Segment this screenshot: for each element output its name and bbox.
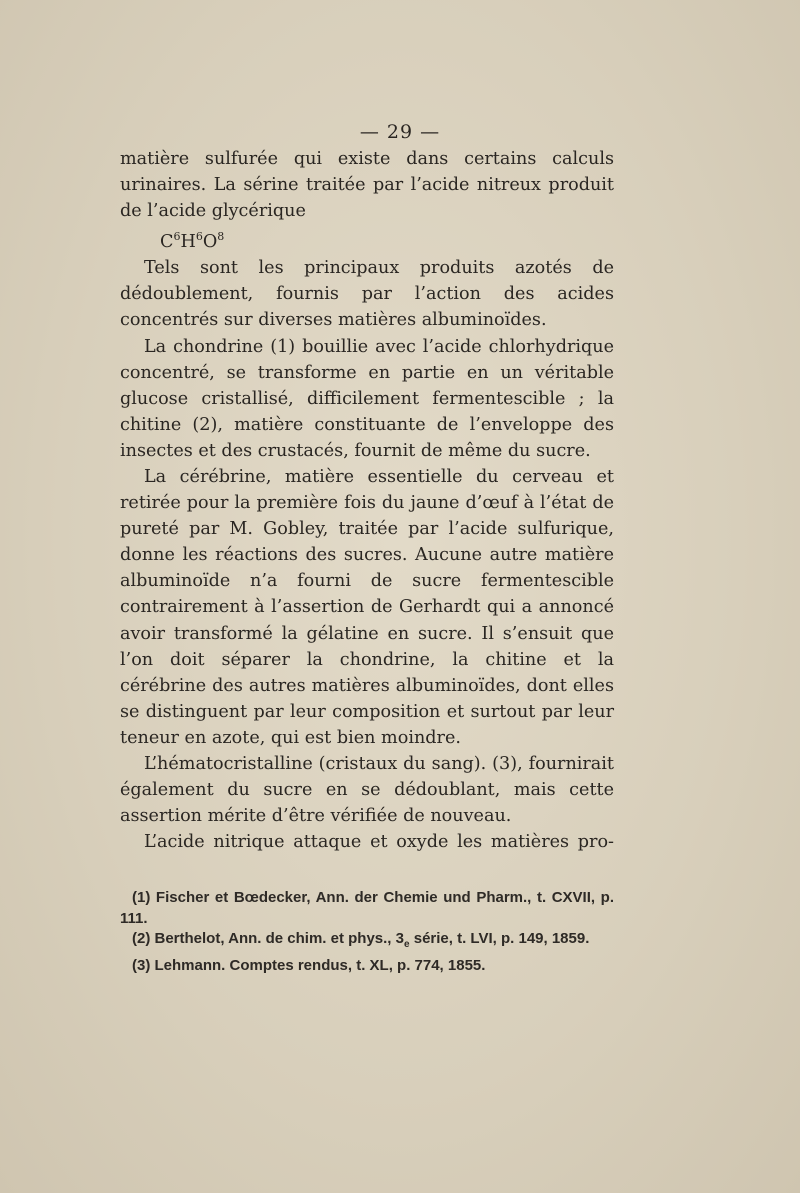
- paragraph: L’hématocristalline (cristaux du sang). (3), fournirait également du sucre en se dédoublant, mais cette assertion mérite d’être vérifiée de nouveau.: [120, 754, 614, 827]
- paragraph: Tels sont les principaux produits azotés de dédoublement, fournis par l’action des acides concentrés sur diverses matières albuminoïdes.: [120, 258, 614, 331]
- chemical-formula: $C^6H^6O^8$: [160, 230, 225, 253]
- paragraph: La chondrine (1) bouillie avec l’acide chlorhydrique concentré, se transforme en partie en un véritable glucose cristallisé, difficilement fermentescible ; la chitine (2), matière constituante de l’enveloppe des insectes et des crustacés, fournit de même du sucre.: [120, 336, 614, 461]
- footnote: (2) Berthelot, Ann. de chim. et phys., $3_e$ série, t. LVI, p. 149, 1859.: [132, 930, 590, 950]
- page-number: — 29 —: [359, 121, 441, 143]
- text-line: urinaires. La sérine traitée par l’acide nitreux produit: [120, 175, 614, 196]
- paragraph: L’acide nitrique attaque et oxyde les matières pro-: [144, 832, 614, 853]
- footnotes: [120, 888, 614, 976]
- main-text: [120, 146, 614, 855]
- text-line: de l’acide glycérique: [120, 201, 306, 222]
- text-line: matière sulfurée qui existe dans certains calculs: [120, 149, 614, 169]
- footnote: (3) Lehmann. Comptes rendus, t. XL, p. 774, 1855.: [132, 956, 486, 974]
- paragraph: La cérébrine, matière essentielle du cerveau et retirée pour la première fois du jaune d’œuf à l’état de pureté par M. Gobley, traitée par l’acide sulfurique, donne les réactions des sucres. Aucune autre matière albuminoïde n’a fourni de sucre fermentescible contrairement à l’assertion de Gerhardt qui a annoncé avoir transformé la gélatine en sucre. Il s’ensuit que l’on doit séparer la chondrine, la chitine et la cérébrine des autres matières albuminoïdes, dont elles se distinguent par leur composition et surtout par leur teneur en azote, qui est bien moindre.: [120, 466, 614, 748]
- footnote: (1) Fischer et Bœdecker, Ann. der Chemie und Pharm., t. CXVII, p. 111.: [120, 889, 614, 927]
